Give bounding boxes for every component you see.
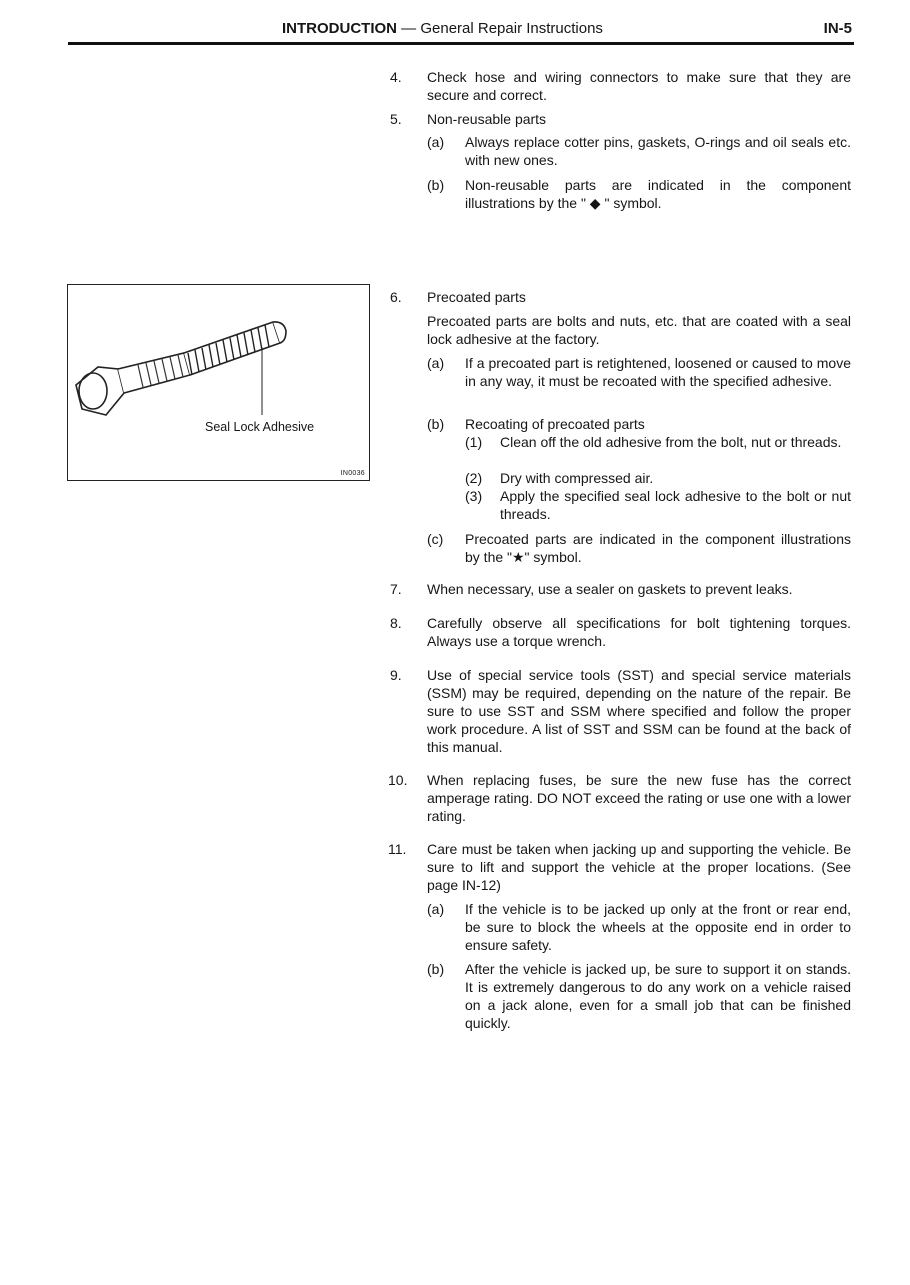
item-text: If a precoated part is retightened, loosened or caused to move in any way, it must be recoated with the specified adhesive. bbox=[465, 355, 851, 389]
item-text: Dry with compressed air. bbox=[500, 470, 654, 486]
item-number: 6. bbox=[390, 289, 402, 305]
figure-label: Seal Lock Adhesive bbox=[205, 420, 315, 434]
section-title: INTRODUCTION bbox=[282, 20, 397, 37]
item-number: (b) bbox=[427, 177, 445, 193]
item-number: (a) bbox=[427, 901, 445, 917]
item-text: Care must be taken when jacking up and supporting the vehicle. Be sure to lift and support the vehicle at the proper locations. (See page IN-12) bbox=[427, 841, 851, 893]
item-number: (c) bbox=[427, 531, 444, 547]
item-number: (a) bbox=[427, 134, 445, 150]
item-number: 10. bbox=[388, 772, 408, 788]
header-rule bbox=[68, 42, 854, 45]
figure-code: IN0036 bbox=[340, 470, 365, 477]
item-number: (3) bbox=[465, 488, 483, 504]
item-number: 5. bbox=[390, 111, 402, 127]
item-text: Precoated parts bbox=[427, 289, 526, 305]
item-text: Non-reusable parts are indicated in the component illustrations by the " ◆ " symbol. bbox=[465, 177, 851, 211]
item-number: 11. bbox=[388, 841, 407, 857]
page-number: IN-5 bbox=[823, 20, 852, 37]
item-text: Recoating of precoated parts bbox=[465, 416, 645, 432]
item-text: When replacing fuses, be sure the new fuse has the correct amperage rating. DO NOT exceed the rating or use one with a lower rating. bbox=[427, 772, 851, 824]
item-number: (2) bbox=[465, 470, 483, 486]
item-text: Always replace cotter pins, gaskets, O-rings and oil seals etc. with new ones. bbox=[465, 134, 851, 168]
item-number: (a) bbox=[427, 355, 445, 371]
item-number: 7. bbox=[390, 581, 402, 597]
bolt-illustration-icon bbox=[68, 285, 368, 479]
header-dash: — bbox=[401, 20, 417, 37]
item-text: When necessary, use a sealer on gaskets to prevent leaks. bbox=[427, 581, 793, 597]
section-subtitle: General Repair Instructions bbox=[420, 20, 603, 37]
item-number: 9. bbox=[390, 667, 402, 683]
item-number: (1) bbox=[465, 434, 483, 450]
item-text: If the vehicle is to be jacked up only at the front or rear end, be sure to block the wheels at the opposite end in order to ensure safety. bbox=[465, 901, 851, 953]
item-text: Clean off the old adhesive from the bolt, nut or threads. bbox=[500, 434, 842, 450]
item-text: Apply the specified seal lock adhesive to the bolt or nut threads. bbox=[500, 488, 851, 522]
item-number: (b) bbox=[427, 416, 445, 432]
figure-precoated-bolt bbox=[67, 284, 370, 481]
item-number: 4. bbox=[390, 69, 402, 85]
item-text: Check hose and wiring connectors to make sure that they are secure and correct. bbox=[427, 69, 851, 103]
item-text: Carefully observe all specifications for bolt tightening torques. Always use a torque wrench. bbox=[427, 615, 851, 649]
item-text: Non-reusable parts bbox=[427, 111, 547, 127]
item-text: After the vehicle is jacked up, be sure to support it on stands. It is extremely dangerous to do any work on a vehicle raised on a jack alone, even for a small job that can be finished quickly. bbox=[465, 961, 851, 1031]
item-number: (b) bbox=[427, 961, 445, 977]
item-text: Precoated parts are bolts and nuts, etc. that are coated with a seal lock adhesive at the factory. bbox=[427, 313, 851, 347]
item-number: 8. bbox=[390, 615, 402, 631]
item-text: Use of special service tools (SST) and special service materials (SSM) may be required, depending on the nature of the repair. Be sure to use SST and SSM where specified and follow the proper work procedure. A list of SST and SSM can be found at the back of this manual. bbox=[427, 667, 851, 755]
running-header bbox=[282, 20, 603, 37]
item-text: Precoated parts are indicated in the component illustrations by the "★" symbol. bbox=[465, 531, 851, 565]
